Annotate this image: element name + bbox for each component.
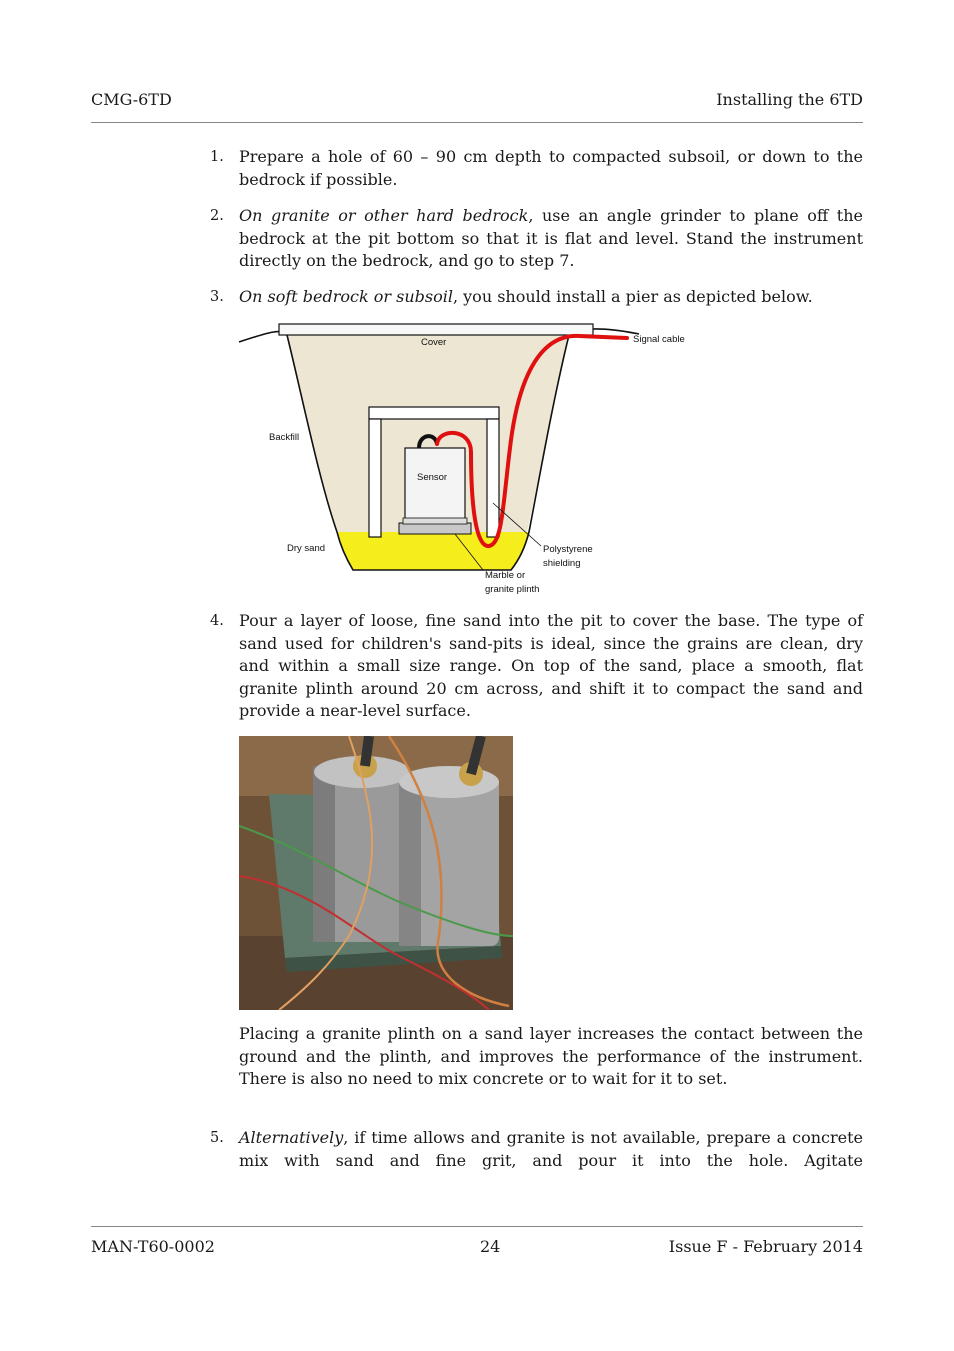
step-2 (210, 205, 863, 273)
dry-sand-layer (337, 532, 529, 570)
step-body: , use an angle grinder to plane off the bedrock at the pit bottom so that it is flat and level. Stand the instrument directly on the bedrock, and go to step 7. (239, 206, 863, 270)
label-dry-sand: Dry sand (287, 543, 326, 554)
step-1 (210, 146, 863, 191)
step-text: Prepare a hole of 60 – 90 cm depth to compacted subsoil, or down to the bedrock if possible. (239, 147, 863, 189)
polystyrene-box-right (487, 419, 499, 537)
step-5 (210, 1127, 863, 1172)
footer-rule (91, 1226, 863, 1227)
running-header-left: CMG-6TD (91, 90, 172, 109)
photo-cable-1 (365, 736, 369, 766)
step-emphasis: On soft bedrock or subsoil (239, 287, 453, 306)
label-plinth-1: Marble or (485, 570, 526, 581)
plinth-note: Placing a granite plinth on a sand layer increases the contact between the ground and the plinth, and improves the performance of the instrument. There is also no need to mix concrete or to wait for it to set. (239, 1024, 863, 1088)
footer-page-number: 24 (480, 1237, 501, 1256)
photo-sensor-left-shade (313, 766, 335, 942)
label-signal-cable: Signal cable (633, 334, 685, 345)
pier-installation-diagram (239, 320, 695, 598)
pit-cover (279, 324, 593, 335)
polystyrene-box-top (369, 407, 499, 419)
step-text: Pour a layer of loose, fine sand into the pit to cover the base. The type of sand used for children's sand-pits is ideal, since the grains are clean, dry and within a small size range. On top of the sand, place a smooth, flat granite plinth around 20 cm across, and shift it to compact the sand and provide a near-level surface. (239, 611, 863, 720)
footer-issue-date: Issue F - February 2014 (668, 1237, 863, 1256)
sensor-body (405, 448, 465, 520)
label-sensor: Sensor (417, 472, 448, 483)
step-number: 4. (210, 613, 224, 629)
label-plinth-2: granite plinth (485, 584, 540, 595)
label-polystyrene-1: Polystyrene (543, 544, 593, 555)
step-text (239, 286, 863, 309)
label-polystyrene-2: shielding (543, 558, 581, 569)
step-number: 5. (210, 1130, 224, 1146)
photo-sensor-right-shade (399, 776, 421, 946)
step-number: 1. (210, 149, 224, 165)
step-4 (210, 610, 863, 723)
step-3 (210, 286, 863, 309)
step-body: , if time allows and granite is not available, prepare a concrete mix with sand and fine grit, and pour it into the hole. Agitate (239, 1128, 863, 1170)
label-cover: Cover (421, 337, 447, 348)
header-rule (91, 122, 863, 123)
footer-document-number: MAN-T60-0002 (91, 1237, 215, 1256)
plinth (399, 523, 471, 534)
step-number: 2. (210, 208, 224, 224)
step-emphasis: Alternatively (239, 1128, 344, 1147)
sensors-on-plinth-photo (239, 736, 513, 1010)
step-number: 3. (210, 289, 224, 305)
running-header-right: Installing the 6TD (716, 90, 863, 109)
sensor-base (403, 518, 467, 524)
step-emphasis: On granite or other hard bedrock (239, 206, 529, 225)
step-text (239, 205, 863, 273)
polystyrene-box-left (369, 419, 381, 537)
label-backfill: Backfill (269, 432, 300, 443)
step-body: , you should install a pier as depicted below. (452, 287, 813, 306)
step-text (239, 1127, 863, 1172)
